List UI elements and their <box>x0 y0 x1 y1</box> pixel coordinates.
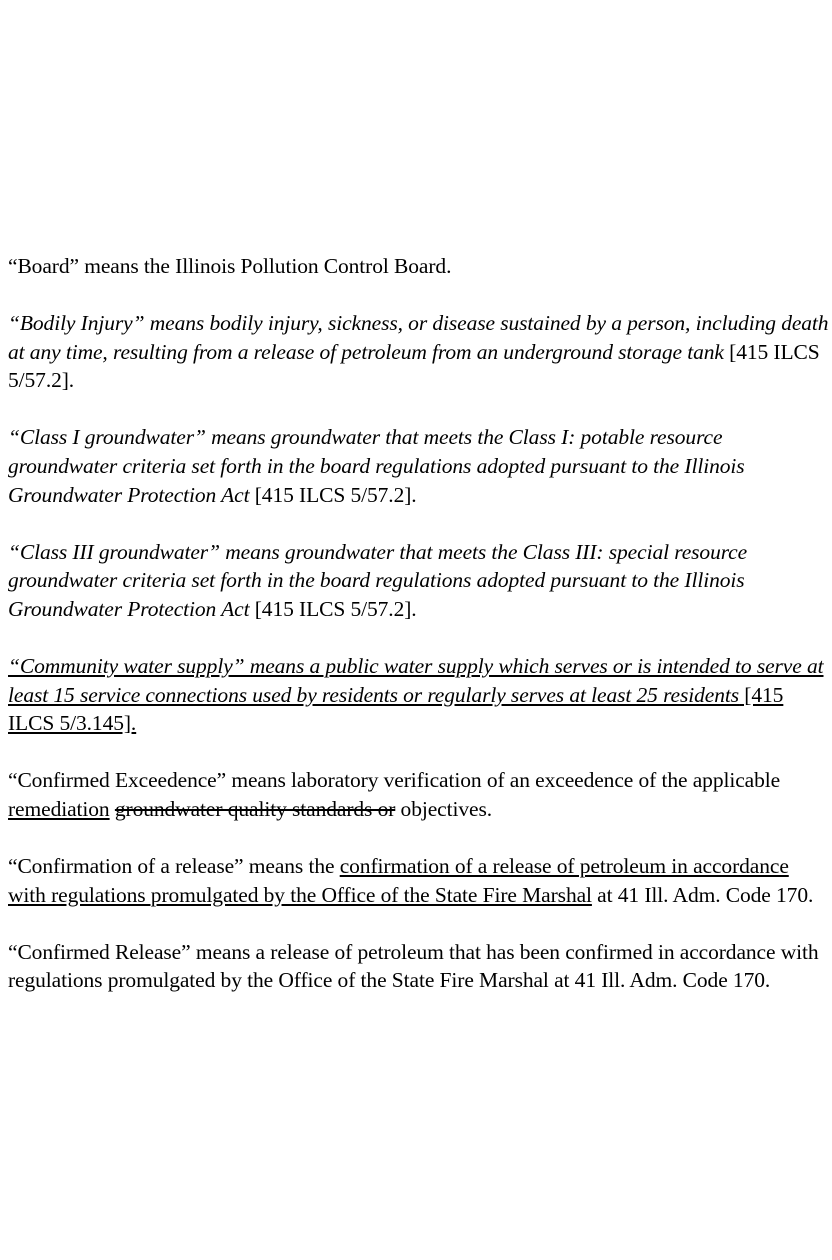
definition-confirmed-release <box>8 938 830 995</box>
deleted-text: groundwater quality standards or <box>114 796 396 821</box>
definition-board <box>8 252 830 281</box>
inserted-text: confirmation of a release of petroleum in accordance with regulations promulgated by the Office of the State Fire Marshal <box>8 853 789 907</box>
statute-citation: [415 ILCS 5/57.2]. <box>8 339 820 393</box>
inserted-text: remediation <box>8 796 110 821</box>
definition-text: “Confirmed Exceedence” means laboratory verification of an exceedence of the applicable <box>8 768 781 793</box>
definition-text: at 41 Ill. Adm. Code 170. <box>591 882 814 907</box>
definition-statutory-text: “Class III groundwater” means groundwater that meets the Class III: special resource groundwater criteria set forth in the board regulations adopted pursuant to the Illinois Groundwater Protection Act <box>8 539 748 621</box>
definition-bodily-injury <box>8 309 830 395</box>
definition-statutory-text: “Class I groundwater” means groundwater that meets the Class I: potable resource groundwater criteria set forth in the board regulations adopted pursuant to the Illinois Groundwater Protection Act <box>8 425 745 507</box>
definition-confirmed-exceedence <box>8 766 830 823</box>
statute-citation: [415 ILCS 5/57.2]. <box>249 482 417 507</box>
definition-statutory-text: “Bodily Injury” means bodily injury, sickness, or disease sustained by a person, including death at any time, resulting from a release of petroleum from an underground storage tank <box>8 311 829 364</box>
definition-class-iii-groundwater <box>8 538 830 624</box>
definition-confirmation-of-release <box>8 852 830 909</box>
definition-text: “Confirmed Release” means a release of petroleum that has been confirmed in accordance with regulations promulgated by the Office of the State Fire Marshal at 41 Ill. Adm. Code 170. <box>8 939 819 993</box>
definition-inserted-statutory-text: “Community water supply” means a public water supply which serves or is intended to serve at least 15 service connections used by residents or regularly serves at least 25 residents <box>8 653 824 707</box>
definition-text: “Confirmation of a release” means the <box>8 853 340 878</box>
statute-citation-inserted: [415 ILCS 5/3.145]. <box>8 682 784 736</box>
definition-text: “Board” means the Illinois Pollution Control Board. <box>8 254 452 278</box>
definition-text: objectives. <box>395 796 492 821</box>
statute-citation: [415 ILCS 5/57.2]. <box>249 596 417 621</box>
definition-class-i-groundwater <box>8 423 830 509</box>
document-page <box>8 252 830 1023</box>
definition-community-water-supply <box>8 652 830 738</box>
